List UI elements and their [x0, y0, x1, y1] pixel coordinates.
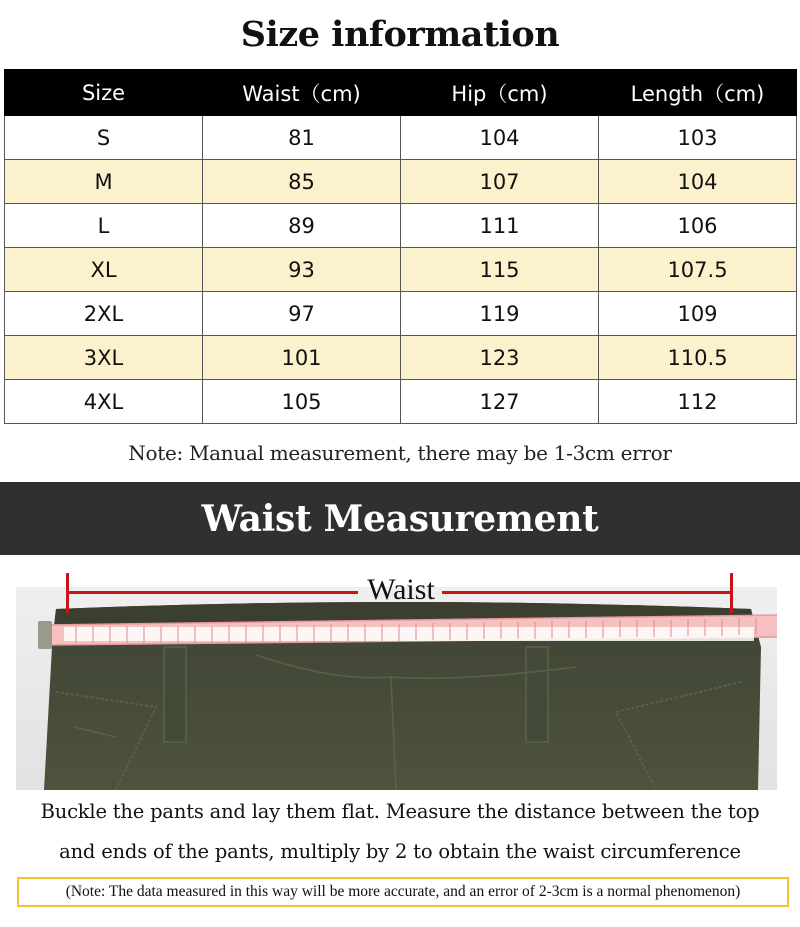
cell-hip: 115 — [401, 248, 599, 292]
table-row — [5, 160, 797, 204]
cell-size: S — [5, 116, 203, 160]
cell-length: 110.5 — [599, 336, 797, 380]
pants-waist-photo — [16, 587, 777, 790]
cell-length: 109 — [599, 292, 797, 336]
column-header-length: Length（cm) — [599, 70, 797, 116]
column-header-hip: Hip（cm) — [401, 70, 599, 116]
cell-hip: 104 — [401, 116, 599, 160]
cell-waist: 89 — [203, 204, 401, 248]
column-header-size: Size — [5, 70, 203, 116]
cell-size: L — [5, 204, 203, 248]
accuracy-note-box — [17, 877, 789, 907]
cell-hip: 111 — [401, 204, 599, 248]
waist-label: Waist — [367, 573, 435, 606]
cell-hip: 107 — [401, 160, 599, 204]
section-title: Waist Measurement — [201, 497, 599, 540]
column-header-waist: Waist（cm) — [203, 70, 401, 116]
table-header-row — [5, 70, 797, 116]
cell-waist: 81 — [203, 116, 401, 160]
table-row — [5, 116, 797, 160]
table-row — [5, 292, 797, 336]
bracket-line-left — [68, 591, 358, 594]
cell-waist: 105 — [203, 380, 401, 424]
cell-hip: 119 — [401, 292, 599, 336]
cell-length: 107.5 — [599, 248, 797, 292]
cell-waist: 85 — [203, 160, 401, 204]
cell-size: XL — [5, 248, 203, 292]
page-title: Size information — [240, 14, 560, 55]
section-banner — [0, 482, 800, 555]
cell-waist: 93 — [203, 248, 401, 292]
cell-hip: 123 — [401, 336, 599, 380]
table-row — [5, 336, 797, 380]
cell-waist: 101 — [203, 336, 401, 380]
bracket-line-right — [442, 591, 732, 594]
cell-size: 2XL — [5, 292, 203, 336]
size-table — [4, 69, 797, 424]
cell-length: 103 — [599, 116, 797, 160]
instruction-line-2: and ends of the pants, multiply by 2 to obtain the waist circumference — [59, 840, 741, 863]
cell-length: 106 — [599, 204, 797, 248]
accuracy-note-text: (Note: The data measured in this way will be more accurate, and an error of 2-3cm is a normal phenomenon) — [65, 883, 741, 900]
table-row — [5, 248, 797, 292]
cell-size: 4XL — [5, 380, 203, 424]
cell-length: 104 — [599, 160, 797, 204]
pants-illustration — [16, 587, 777, 790]
cell-size: 3XL — [5, 336, 203, 380]
cell-length: 112 — [599, 380, 797, 424]
cell-waist: 97 — [203, 292, 401, 336]
cell-hip: 127 — [401, 380, 599, 424]
manual-measurement-note: Note: Manual measurement, there may be 1-3cm error — [128, 441, 672, 465]
instruction-line-1: Buckle the pants and lay them flat. Measure the distance between the top — [40, 800, 760, 823]
cell-size: M — [5, 160, 203, 204]
table-row — [5, 204, 797, 248]
table-row — [5, 380, 797, 424]
